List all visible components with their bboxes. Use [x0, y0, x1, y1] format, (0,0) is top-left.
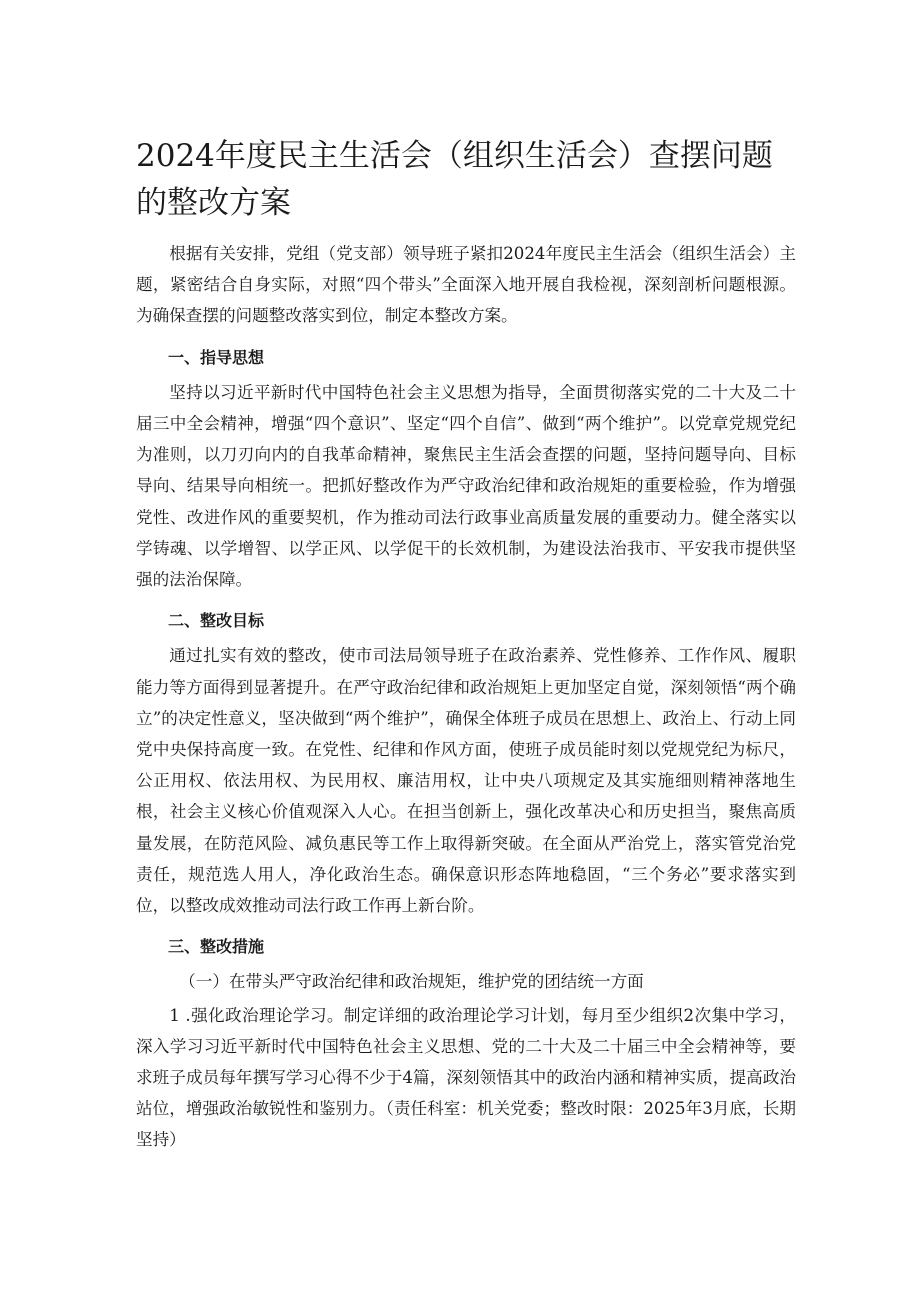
document-title: 2024年度民主生活会（组织生活会）查摆问题的整改方案	[136, 138, 773, 221]
section-text-rectification-goals: 通过扎实有效的整改，使市司法局领导班子在政治素养、党性修养、工作作风、履职能力等方面得到显著提升。在严守政治纪律和政治规矩上更加坚定自觉，深刻领悟“两个确立”的决定性意义，坚决做到“两个维护”，确保全体班子成员在思想上、政治上、行动上同党中央保持高度一致。在党性、纪律和作风方面，使班子成员能时刻以党规党纪为标尺，公正用权、依法用权、为民用权、廉洁用权，让中央八项规定及其实施细则精神落地生根，社会主义核心价值观深入人心。在担当创新上，强化改革决心和历史担当，聚焦高质量发展，在防范风险、减负惠民等工作上取得新突破。在全面从严治党上，落实管党治党责任，规范选人用人，净化政治生态。确保意识形态阵地稳固，“三个务必”要求落实到位，以整改成效推动司法行政工作再上新台阶。	[136, 646, 796, 916]
intro-paragraph: 根据有关安排，党组（党支部）领导班子紧扣2024年度民主生活会（组织生活会）主题，紧密结合自身实际，对照“四个带头”全面深入地开展自我检视，深刻剖析问题根源。为确保查摆的问题整改落实到位，制定本整改方案。	[136, 244, 796, 326]
measures-item-1: 1 .强化政治理论学习。制定详细的政治理论学习计划，每月至少组织2次集中学习，深入学习习近平新时代中国特色社会主义思想、党的二十大及二十届三中全会精神等，要求班子成员每年撰写学习心得不少于4篇，深刻领悟其中的政治内涵和精神实质，提高政治站位，增强政治敏锐性和鉴别力。（责任科室：机关党委；整改时限：2025年3月底，长期坚持）	[136, 1005, 796, 1150]
section-heading-guiding-ideology: 一、指导思想	[168, 347, 265, 367]
measures-subheading: （一）在带头严守政治纪律和政治规矩，维护党的团结统一方面	[179, 972, 644, 992]
section-heading-rectification-goals: 二、整改目标	[168, 611, 265, 631]
section-text-guiding-ideology: 坚持以习近平新时代中国特色社会主义思想为指导，全面贯彻落实党的二十大及二十届三中全会精神，增强“四个意识”、坚定“四个自信”、做到“两个维护”。以党章党规党纪为准则，以刀刃向内的自我革命精神，聚焦民主生活会查摆的问题，坚持问题导向、目标导向、结果导向相统一。把抓好整改作为严守政治纪律和政治规矩的重要检验，作为增强党性、改进作风的重要契机，作为推动司法行政事业高质量发展的重要动力。健全落实以学铸魂、以学增智、以学正风、以学促干的长效机制，为建设法治我市、平安我市提供坚强的法治保障。	[136, 382, 796, 590]
section-heading-rectification-measures: 三、整改措施	[168, 937, 265, 957]
document-body	[136, 238, 796, 1156]
